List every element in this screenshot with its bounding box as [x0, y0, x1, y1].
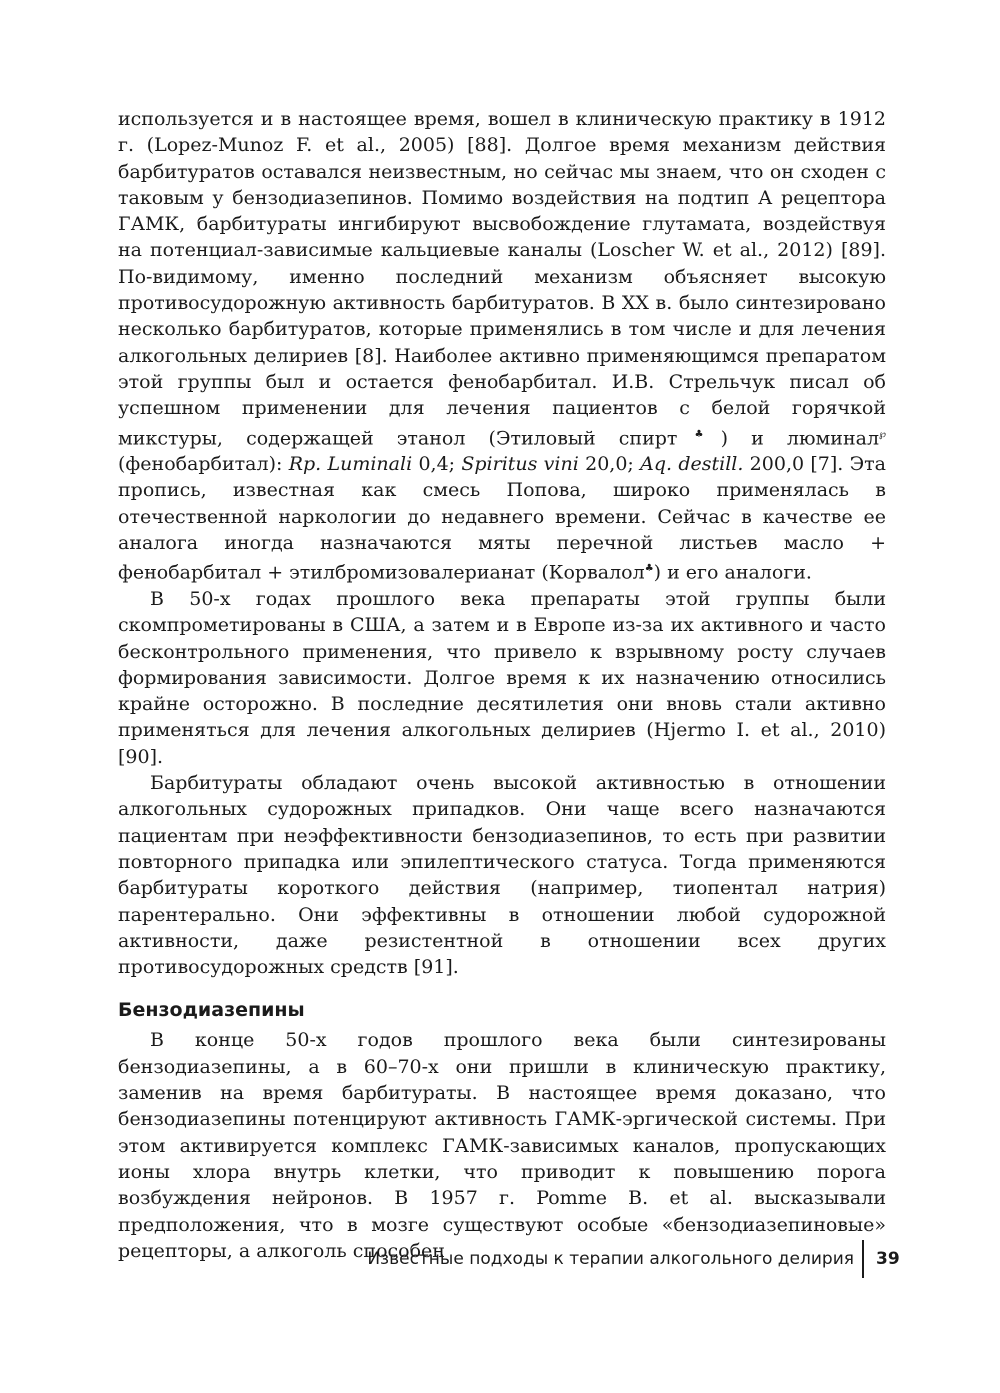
paragraph-1-text-f: 200,0 [7]. Эта пропись, известная как смесь Попова, широко применялась в отечественной наркологии до недавнего времени. Сейчас в качестве ее аналога иногда назначаются мяты перечной листьев масло + фенобарбитал + этилбромизовалерианат (Корвалол: [118, 453, 886, 584]
page-number: 39: [876, 1249, 900, 1269]
paragraph-1-text-e: 20,0;: [578, 453, 641, 476]
paragraph-2: В 50-х годах прошлого века препараты этой группы были скомпрометированы в США, а затем и в Европе из-за их активного и часто бесконтрольного применения, что привело к взрывному росту случаев формирования зависимости. Долгое время к их назначению относились крайне осторожно. В последние десятилетия они вновь стали активно применяться для лечения алкогольных делириев (Hjermo I. et al., 2010) [90].: [118, 588, 886, 768]
page-footer: [0, 1236, 1000, 1280]
paragraph-1-text-d: 0,4;: [412, 453, 462, 476]
prescription-spiritus-vini: Spiritus vini: [461, 453, 579, 476]
page-body: [118, 106, 886, 1264]
paragraph-3: Барбитураты обладают очень высокой активностью в отношении алкогольных судорожных припадков. Они чаще всего назначаются пациентам при неэффективности бензодиазепинов, то есть при развитии повторного припадка или эпилептического статуса. Тогда применяются барбитураты короткого действия (например, тиопентал натрия) парентерально. Они эффективны в отношении любой судорожной активности, даже резистентной в отношении всех других противосудорожных средств [91].: [118, 772, 886, 979]
paragraph-1-text-b: ) и люминал: [720, 426, 880, 449]
running-head: Известные подходы к терапии алкогольного делирия: [367, 1249, 854, 1269]
paragraph-1-text-g: ) и его аналоги.: [653, 561, 812, 584]
section-title: Бензодиазепины: [118, 999, 305, 1022]
paragraph-1: [118, 106, 886, 586]
paragraph-1-text-c: (фенобарбитал):: [118, 453, 289, 476]
footer-divider: [862, 1240, 864, 1278]
drug-mark-3: ♣: [644, 563, 654, 575]
drug-mark-1: ♣: [677, 428, 721, 440]
paragraph-1-text-a: используется и в настоящее время, вошел в клиническую практику в 1912 г. (Lopez-Munoz F. et al., 2005) [88]. Долгое время механизм действия барбитуратов оставался неизвестным, но сейчас мы знаем, что он сходен с таковым у бензодиазепинов. Помимо воздействия на подтип А рецептора ГАМК, барбитураты ингибируют высвобождение глутамата, воздействуя на потенциал-зависимые кальциевые каналы (Loscher W. et al., 2012) [89]. По-видимому, именно последний механизм объясняет высокую противосудорожную активность барбитуратов. В XX в. было синтезировано несколько барбитуратов, которые применялись в том числе и для лечения алкогольных делириев [8]. Наиболее активно применяющимся препаратом этой группы был и остается фенобарбитал. И.В. Стрельчук писал об успешном применении для лечения пациентов с белой горячкой микстуры, содержащей этанол (Этиловый спирт: [118, 108, 886, 449]
prescription-aq-destill: Aq. destill.: [640, 453, 744, 476]
prescription-luminali: Rp. Luminali: [288, 453, 413, 476]
paragraph-4: В конце 50-х годов прошлого века были синтезированы бензодиазепины, а в 60–70-х они пришли в клиническую практику, заменив на время барбитураты. В настоящее время доказано, что бензодиазепины потенцируют активность ГАМК-эргической системы. При этом активируется комплекс ГАМК-зависимых каналов, пропускающих ионы хлора внутрь клетки, что приводит к повышению порога возбуждения нейронов. В 1957 г. Pomme B. et al. высказывали предположения, что в мозге существуют особые «бензодиазепиновые» рецепторы, а алкоголь способен: [118, 1029, 886, 1262]
drug-mark-2: ℘: [879, 428, 886, 440]
